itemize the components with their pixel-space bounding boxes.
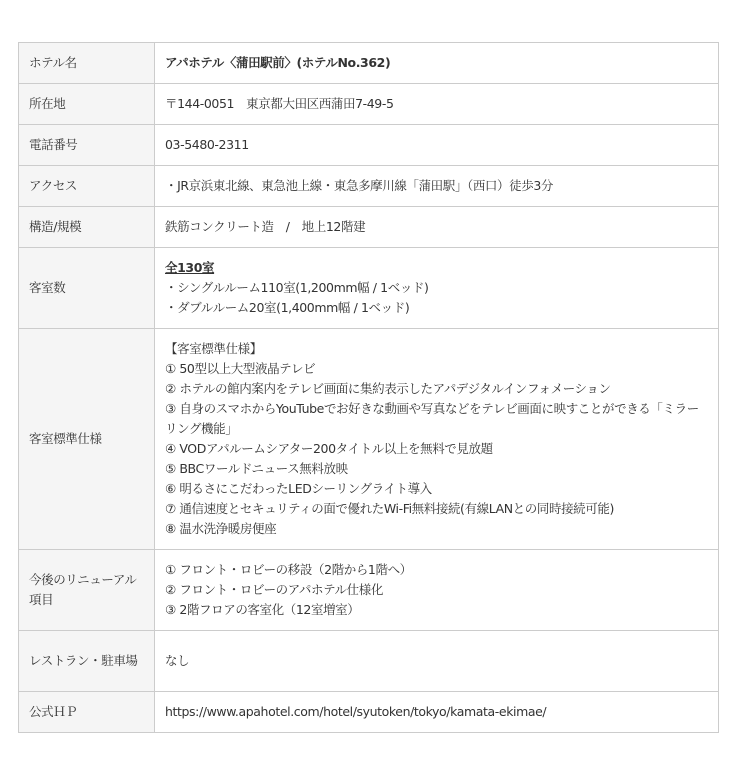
spec-line: ⑥ 明るさにこだわったLEDシーリングライト導入 (165, 481, 432, 496)
rooms-value (155, 248, 719, 329)
renewal-line: ③ 2階フロアの客室化（12室増室） (165, 602, 360, 617)
row-label: 客室数 (19, 248, 155, 329)
room-spec-value (155, 329, 719, 550)
table-row-phone (19, 125, 719, 166)
table-row-restaurant-parking (19, 631, 719, 692)
row-label: 客室標準仕様 (19, 329, 155, 550)
table-row-rooms (19, 248, 719, 329)
spec-line: ① 50型以上大型液晶テレビ (165, 361, 316, 376)
room-type-line: ・シングルルーム110室(1,200mm幅 / 1ベッド) (165, 280, 429, 295)
row-label: 所在地 (19, 84, 155, 125)
spec-line: 【客室標準仕様】 (165, 341, 262, 356)
hotel-info-table-wrapper (18, 42, 718, 733)
row-label: 構造/規模 (19, 207, 155, 248)
table-row-hotel-name (19, 43, 719, 84)
restaurant-parking-value: なし (155, 631, 719, 692)
row-label: ホテル名 (19, 43, 155, 84)
spec-line: ④ VODアパルームシアター200タイトル以上を無料で見放題 (165, 441, 493, 456)
structure-value: 鉄筋コンクリート造 / 地上12階建 (155, 207, 719, 248)
room-type-line: ・ダブルルーム20室(1,400mm幅 / 1ベッド) (165, 300, 410, 315)
renewal-line: ① フロント・ロビーの移設（2階から1階へ） (165, 562, 412, 577)
spec-line: ② ホテルの館内案内をテレビ画面に集約表示したアパデジタルインフォメーション (165, 381, 611, 396)
spec-line: ③ 自身のスマホからYouTubeでお好きな動画や写真などをテレビ画面に映すことができる「ミラーリング機能」 (165, 401, 699, 436)
row-label: アクセス (19, 166, 155, 207)
spec-line: ⑧ 温水洗浄暖房便座 (165, 521, 277, 536)
renewal-value (155, 550, 719, 631)
table-row-access (19, 166, 719, 207)
table-row-renewal (19, 550, 719, 631)
website-link[interactable]: https://www.apahotel.com/hotel/syutoken/tokyo/kamata-ekimae/ (155, 692, 719, 733)
row-label: レストラン・駐車場 (19, 631, 155, 692)
spec-line: ⑦ 通信速度とセキュリティの面で優れたWi-Fi無料接続(有線LANとの同時接続可能) (165, 501, 614, 516)
table-row-structure (19, 207, 719, 248)
hotel-name-value: アパホテル〈蒲田駅前〉(ホテルNo.362) (155, 43, 719, 84)
spec-line: ⑤ BBCワールドニュース無料放映 (165, 461, 348, 476)
table-row-room-spec (19, 329, 719, 550)
address-value: 〒144-0051 東京都大田区西蒲田7-49-5 (155, 84, 719, 125)
row-label: 今後のリニューアル項目 (19, 550, 155, 631)
access-value: ・JR京浜東北線、東急池上線・東急多摩川線「蒲田駅」（西口）徒歩3分 (155, 166, 719, 207)
phone-value: 03-5480-2311 (155, 125, 719, 166)
row-label: 電話番号 (19, 125, 155, 166)
row-label: 公式ＨＰ (19, 692, 155, 733)
total-rooms: 全130室 (165, 260, 215, 275)
table-row-website (19, 692, 719, 733)
renewal-line: ② フロント・ロビーのアパホテル仕様化 (165, 582, 383, 597)
table-row-address (19, 84, 719, 125)
hotel-info-table (18, 42, 719, 733)
